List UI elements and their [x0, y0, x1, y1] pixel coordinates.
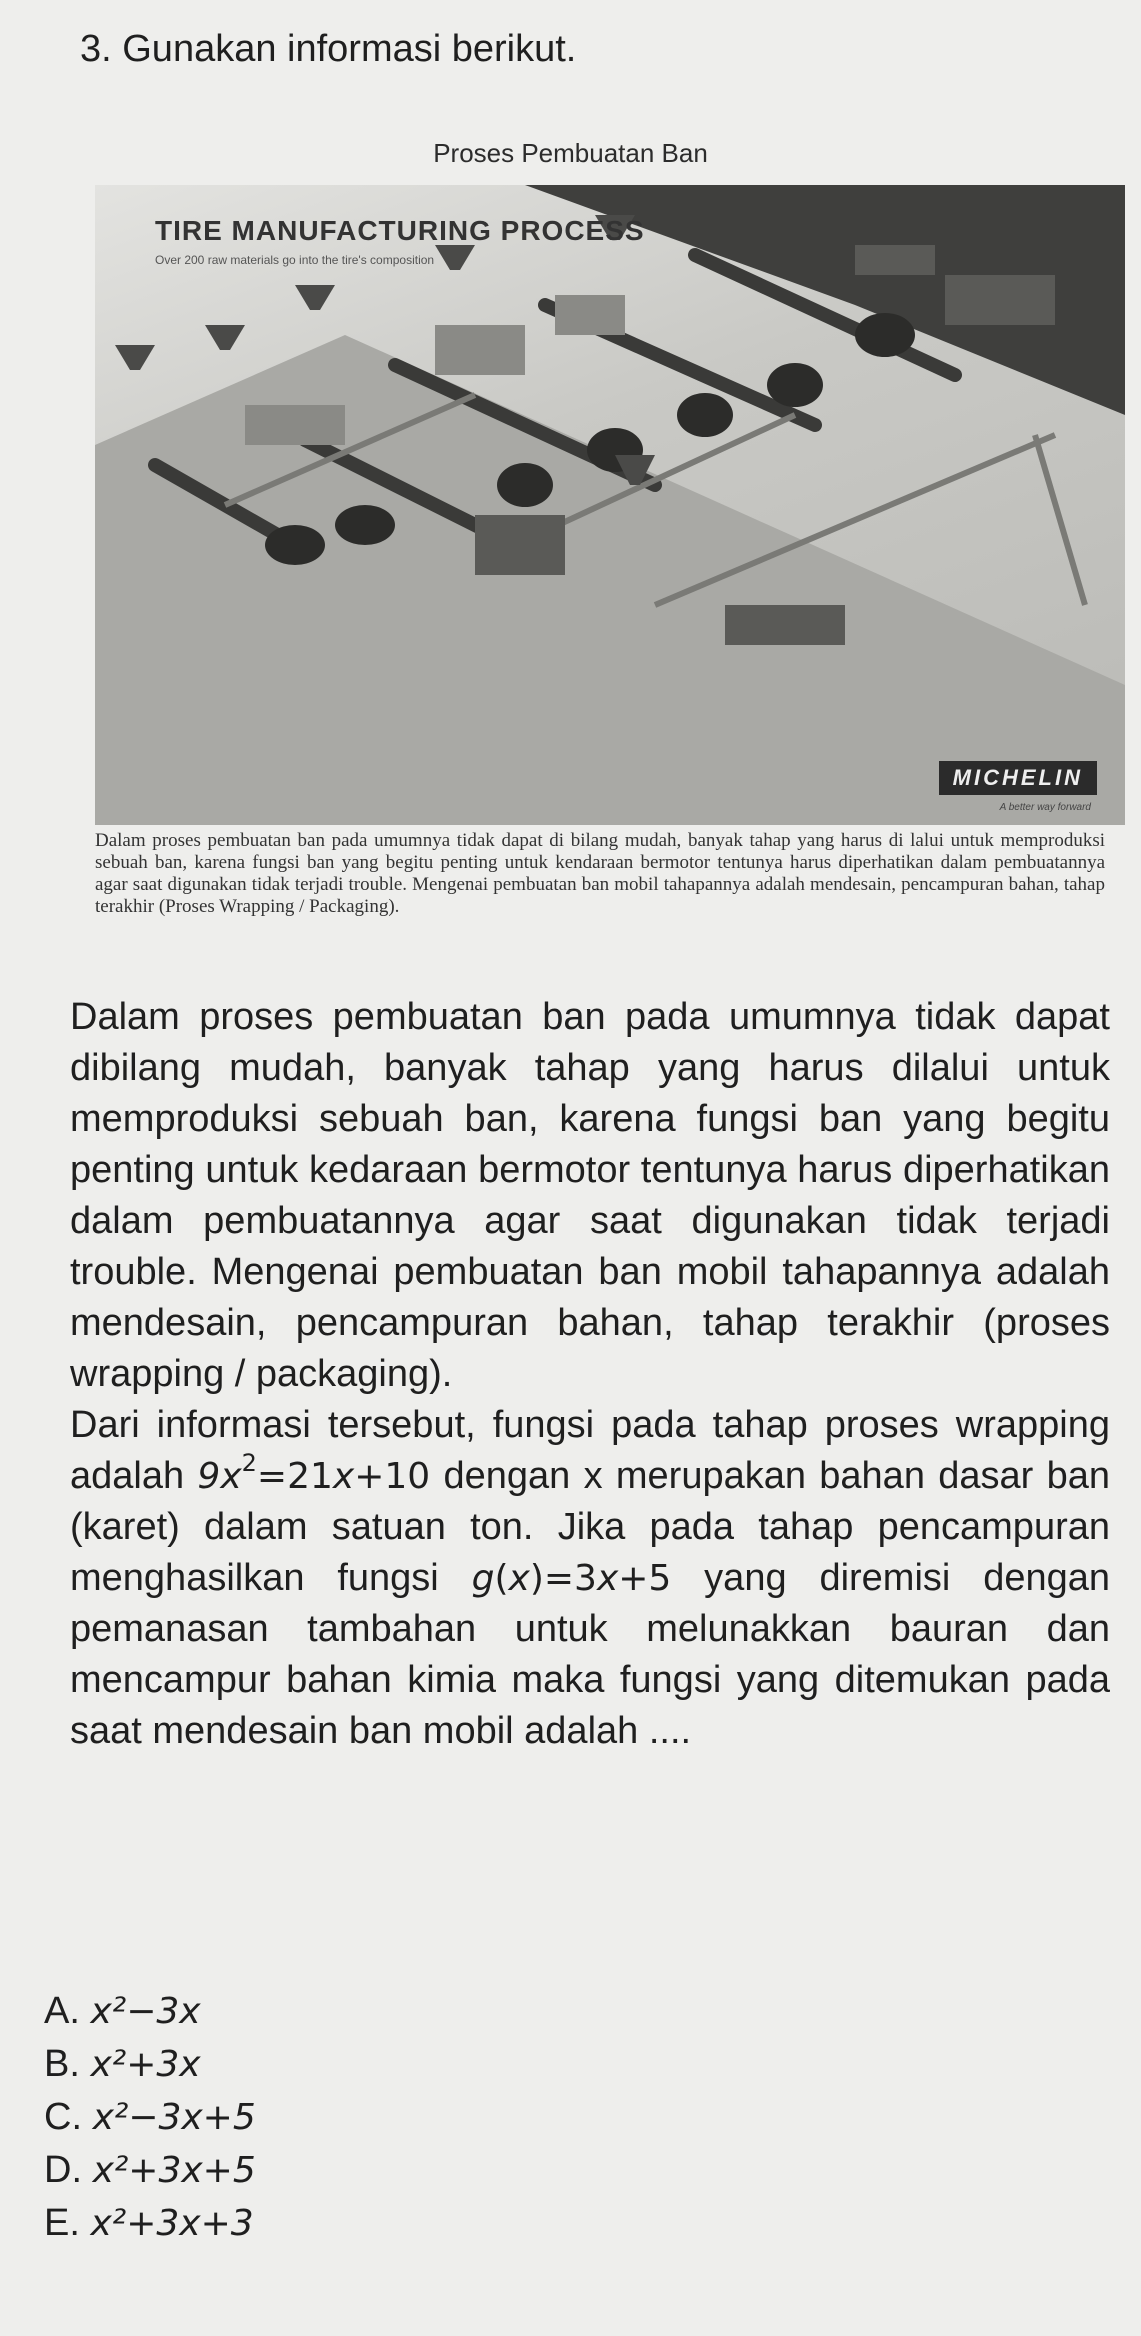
option-c[interactable] — [44, 2091, 256, 2144]
figure-title: Proses Pembuatan Ban — [433, 138, 708, 168]
michelin-tagline: A better way forward — [999, 802, 1091, 813]
option-label: A. — [44, 1990, 80, 2032]
option-label: E. — [44, 2202, 80, 2244]
factory-drawing — [95, 185, 1125, 825]
michelin-logo: MICHELIN — [939, 761, 1097, 795]
option-text: x²+3x — [90, 2044, 201, 2085]
option-label: D. — [44, 2149, 82, 2191]
question-body — [70, 992, 1110, 1757]
problem-text-a: Dari informasi tersebut, fungsi pada tahap proses wrapping adalah — [70, 1404, 1110, 1497]
option-a[interactable] — [44, 1985, 256, 2038]
option-text: x²−3x+5 — [92, 2097, 256, 2138]
option-label: C. — [44, 2096, 82, 2138]
option-b[interactable] — [44, 2038, 256, 2091]
paragraph-problem — [70, 1400, 1110, 1757]
figure-caption: Dalam proses pembuatan ban pada umumnya tidak dapat di bilang mudah, banyak tahap yang harus di lalui untuk memproduksi sebuah ban, karena fungsi ban yang begitu penting untuk kendaraan bermotor tentunya harus diperhatikan dalam pembuatannya agar saat digunakan tidak terjadi trouble. Mengenai pembuatan ban mobil tahapannya adalah mendesain, pencampuran bahan, tahap terakhir (Proses Wrapping / Packaging). — [95, 830, 1105, 917]
answer-options — [44, 1985, 256, 2250]
mixing-function: g(x)=3x+5 — [471, 1558, 672, 1599]
paragraph-intro: Dalam proses pembuatan ban pada umumnya tidak dapat dibilang mudah, banyak tahap yang harus dilalui untuk memproduksi sebuah ban, karena fungsi ban yang begitu penting untuk kedaraan bermotor tentunya harus diperhatikan dalam pembuatannya agar saat digunakan tidak terjadi trouble. Mengenai pembuatan ban mobil tahapannya adalah mendesain, pencampuran bahan, tahap terakhir (proses wrapping / packaging). — [70, 996, 1110, 1395]
tire-process-illustration — [95, 185, 1125, 825]
figure-label: TIRE MANUFACTURING PROCESS — [155, 215, 645, 246]
option-text: x²−3x — [90, 1991, 201, 2032]
question-title: 3. Gunakan informasi berikut. — [80, 28, 577, 70]
problem-text-c: yang diremisi dengan pemanasan tambahan untuk melunakkan bauran dan mencampur bahan kimia maka fungsi yang ditemukan pada saat mendesain ban mobil adalah .... — [70, 1557, 1110, 1752]
option-text: x²+3x+3 — [90, 2203, 254, 2244]
problem-text-b: dengan x merupakan bahan dasar ban (karet) dalam satuan ton. Jika pada tahap pencampuran menghasilkan fungsi — [70, 1455, 1110, 1599]
option-d[interactable] — [44, 2144, 256, 2197]
figure-sublabel: Over 200 raw materials go into the tire's composition — [155, 253, 435, 267]
wrapping-function: $9x^2=21x+10$ — [197, 1449, 431, 1497]
option-text: x²+3x+5 — [92, 2150, 256, 2191]
option-e[interactable] — [44, 2197, 256, 2250]
option-label: B. — [44, 2043, 80, 2085]
